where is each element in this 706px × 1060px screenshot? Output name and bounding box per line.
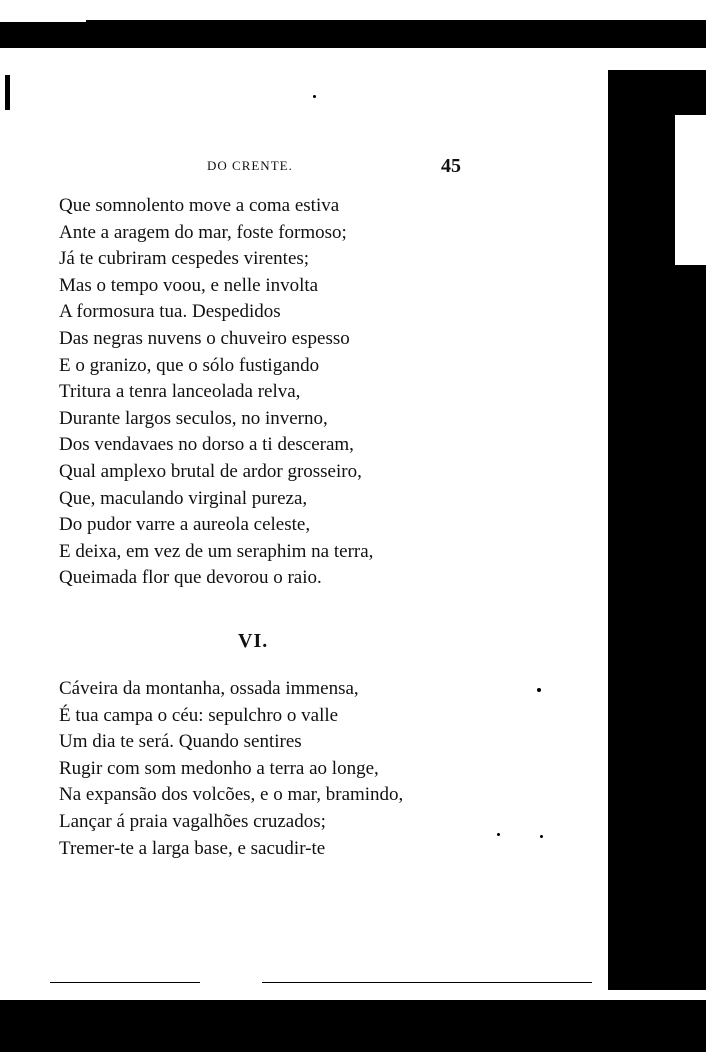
bottom-rule [262, 982, 592, 983]
poem-line: E deixa, em vez de um seraphim na terra, [59, 540, 374, 562]
poem-line: Dos vendavaes no dorso a ti desceram, [59, 434, 354, 456]
running-head: DO CRENTE. [207, 158, 293, 173]
poem-line: Durante largos seculos, no inverno, [59, 407, 328, 429]
poem-line: Ante a aragem do mar, foste formoso; [59, 221, 347, 243]
poem-line: É tua campa o céu: sepulchro o valle [59, 704, 339, 726]
poem-line: Tremer-te a larga base, e sacudir-te [59, 837, 326, 859]
scan-border-top-line [86, 20, 706, 26]
poem-line: Mas o tempo voou, e nelle involta [59, 274, 319, 296]
scan-border-bottom [0, 1000, 706, 1060]
poem-line: Já te cubriram cespedes virentes; [59, 248, 310, 270]
scan-border-right-gap [675, 115, 706, 265]
scan-speck [497, 833, 500, 836]
poem-line: Rugir com som medonho a terra ao longe, [59, 757, 379, 779]
poem-line: Lançar á praia vagalhões cruzados; [59, 810, 326, 832]
section-heading: VI. [238, 630, 269, 652]
poem-line: Qual amplexo brutal de ardor grosseiro, [59, 460, 362, 482]
bottom-rule [50, 982, 200, 983]
scan-speck [313, 95, 316, 98]
poem-line: Das negras nuvens o chuveiro espesso [59, 327, 350, 349]
page-number: 45 [441, 155, 461, 177]
poem-stanza [59, 676, 403, 862]
poem-line: Um dia te será. Quando sentires [59, 731, 302, 753]
poem-line: Cáveira da montanha, ossada immensa, [59, 678, 359, 699]
poem-line: A formosura tua. Despedidos [59, 301, 281, 323]
scan-speck [537, 688, 541, 692]
poem-line: Queimada flor que devorou o raio. [59, 567, 322, 589]
poem-line: Que somnolento move a coma estiva [59, 195, 340, 216]
poem-line: Que, maculando virginal pureza, [59, 487, 308, 509]
poem-line: Na expansão dos volcões, e o mar, bramindo, [59, 784, 404, 806]
poem-line: Do pudor varre a aureola celeste, [59, 514, 311, 536]
scan-left-mark [5, 75, 10, 110]
scan-border-top-gap [0, 0, 706, 22]
poem-line: E o granizo, que o sólo fustigando [59, 354, 320, 376]
scan-speck [540, 835, 543, 838]
scan-border-bottom-edge [0, 1052, 706, 1060]
poem-stanza [59, 193, 373, 592]
poem-line: Tritura a tenra lanceolada relva, [59, 381, 301, 403]
